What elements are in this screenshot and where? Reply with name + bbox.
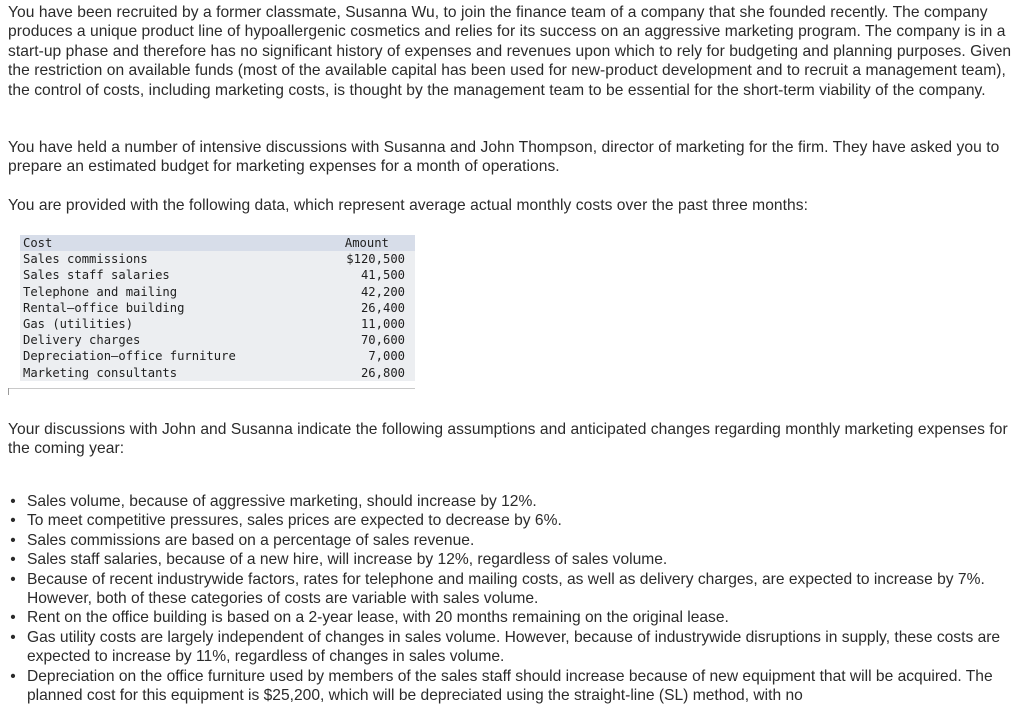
list-item xyxy=(8,531,1016,550)
amount-cell: 26,800 xyxy=(360,365,405,380)
intro-paragraph-2: You have held a number of intensive discussions with Susanna and John Thompson, director of marketing for the firm. They have asked you to prepare an estimated budget for marketing expenses for a month of operations. xyxy=(8,139,1000,176)
table-row xyxy=(20,267,415,283)
cost-cell: Rental—office building xyxy=(23,300,185,315)
intro-paragraph-1: You have been recruited by a former classmate, Susanna Wu, to join the finance team of a company that she founded recently. The company produces a unique product line of hypoallergenic cosmetics and relies for its success on an aggressive marketing program. The company is in a start-up phase and therefore has no significant history of expenses and revenues upon which to rely for budgeting and planning purposes. Given the restriction on available funds (most of the available capital has been used for new-product development and to recruit a management team), the control of costs, including marketing costs, is thought by the management team to be essential for the short-term viability of the company. xyxy=(8,4,1012,99)
list-item-text: Depreciation on the office furniture used by members of the sales staff should increase because of new equipment that will be acquired. The planned cost for this equipment is $25,200, which will be depreciated using the straight-line (SL) method, with no xyxy=(27,667,993,705)
bullet-icon: • xyxy=(10,551,16,569)
list-item xyxy=(8,550,1016,569)
table-row xyxy=(20,332,415,348)
intro-paragraph-3: You are provided with the following data, which represent average actual monthly costs over the past three months: xyxy=(8,197,808,214)
bullet-icon: • xyxy=(10,512,16,530)
bullet-icon: • xyxy=(10,667,16,685)
amount-cell: $120,500 xyxy=(346,252,405,267)
list-item xyxy=(8,628,1016,667)
list-item-text: Gas utility costs are largely independent of changes in sales volume. However, because of industrywide disruptions in supply, these costs are expected to increase by 11%, regardless of changes in sales volume. xyxy=(27,628,1001,666)
discussion-paragraph: Your discussions with John and Susanna indicate the following assumptions and anticipated changes regarding monthly marketing expenses for the coming year: xyxy=(8,421,1008,458)
list-item-text: To meet competitive pressures, sales prices are expected to decrease by 6%. xyxy=(27,512,562,530)
assumptions-list xyxy=(8,492,1016,705)
table-row xyxy=(20,284,415,300)
list-item xyxy=(8,570,1016,609)
amount-cell: 7,000 xyxy=(368,349,405,364)
cost-cell: Delivery charges xyxy=(23,333,141,348)
amount-cell: 70,600 xyxy=(360,333,405,348)
amount-cell: 11,000 xyxy=(360,317,405,332)
marketing-cost-table xyxy=(20,235,415,381)
cost-column-header: Cost xyxy=(23,236,53,250)
cost-cell: Sales commissions xyxy=(23,252,148,267)
table-header-row xyxy=(20,235,415,251)
cost-cell: Sales staff salaries xyxy=(23,268,170,283)
list-item xyxy=(8,608,1016,627)
cost-cell: Telephone and mailing xyxy=(23,284,178,299)
table-row xyxy=(20,348,415,364)
bullet-icon: • xyxy=(10,493,16,510)
table-row xyxy=(20,251,415,267)
list-item xyxy=(8,511,1016,530)
table-bottom-divider xyxy=(8,388,415,389)
amount-column-header: Amount xyxy=(344,236,389,250)
bullet-icon: • xyxy=(10,628,16,646)
cost-cell: Marketing consultants xyxy=(23,365,178,380)
table-row xyxy=(20,365,415,381)
bullet-icon: • xyxy=(10,609,16,627)
table-corner-tick xyxy=(8,388,9,395)
cost-cell: Depreciation—office furniture xyxy=(23,349,236,364)
amount-cell: 42,200 xyxy=(360,284,405,299)
bullet-icon: • xyxy=(10,531,16,549)
list-item-text: Sales volume, because of aggressive marketing, should increase by 12%. xyxy=(27,493,537,510)
list-item-text: Sales staff salaries, because of a new hire, will increase by 12%, regardless of sales volume. xyxy=(27,551,668,569)
list-item-text: Rent on the office building is based on a 2-year lease, with 20 months remaining on the original lease. xyxy=(27,609,729,627)
amount-cell: 26,400 xyxy=(360,300,405,315)
cost-cell: Gas (utilities) xyxy=(23,317,134,332)
bullet-icon: • xyxy=(10,570,16,588)
list-item xyxy=(8,492,1016,511)
table-row xyxy=(20,316,415,332)
list-item-text: Sales commissions are based on a percentage of sales revenue. xyxy=(27,531,475,549)
list-item-text: Because of recent industrywide factors, rates for telephone and mailing costs, as well as delivery charges, are expected to increase by 7%. However, both of these categories of costs are variable with sales volume. xyxy=(27,570,985,608)
amount-cell: 41,500 xyxy=(360,268,405,283)
table-row xyxy=(20,300,415,316)
list-item xyxy=(8,667,1016,706)
